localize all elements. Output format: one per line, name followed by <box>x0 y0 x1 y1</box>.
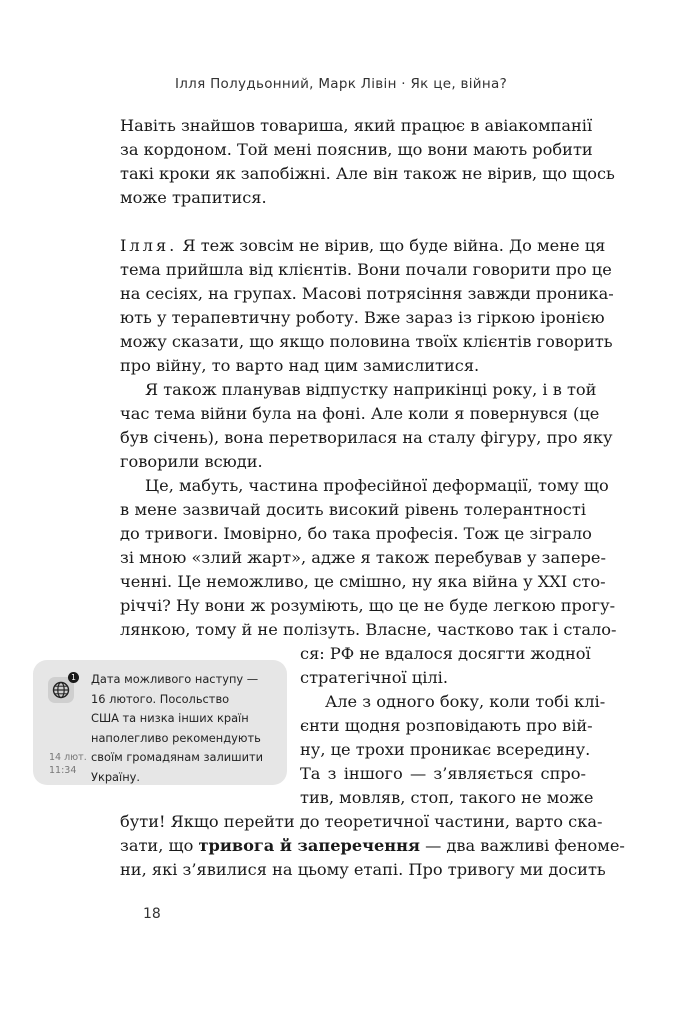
note-date: 14 лют. <box>49 752 87 763</box>
body-line: Та з іншого — з’являється спро- <box>300 764 586 783</box>
body-line: стратегічної цілі. <box>300 668 448 687</box>
note-timestamp <box>49 751 87 777</box>
body-line: річчі? Ну вони ж розуміють, що це не буде легкою прогу- <box>120 596 616 615</box>
body-line: може трапитися. <box>120 188 267 207</box>
body-line: Але з одного боку, коли тобі клі- <box>325 692 606 711</box>
body-line: ся: РФ не вдалося досягти жодної <box>300 644 591 663</box>
note-text-line: Дата можливого наступу — <box>91 672 259 686</box>
note-text-line: Україну. <box>91 769 141 784</box>
body-line: тема прийшла від клієнтів. Вони почали говорити про це <box>120 260 612 279</box>
body-line: лянкою, тому й не полізуть. Власне, частково так і стало- <box>120 620 617 639</box>
body-line: тив, мовляв, стоп, такого не може <box>300 788 594 807</box>
body-line: ни, які з’явилися на цьому етапі. Про тривогу ми досить <box>120 860 606 879</box>
notification-badge: 1 <box>68 672 79 683</box>
body-line: ченні. Це неможливо, це смішно, ну яка війна у XXI сто- <box>120 572 606 591</box>
body-line: до тривоги. Імовірно, бо така професія. Тож це зіграло <box>120 524 592 543</box>
body-line: зі мною «злий жарт», адже я також перебував у запере- <box>120 548 606 567</box>
body-line-text: — два важливі феноме- <box>419 836 625 855</box>
sidebar-news-note <box>33 660 287 785</box>
body-line: в мене зазвичай досить високий рівень толерантності <box>120 500 586 519</box>
body-line: Це, мабуть, частина професійної деформації, тому що <box>145 476 609 495</box>
note-text-line: США та низка інших країн <box>91 711 249 725</box>
body-line: ну, це трохи проникає всередину. <box>300 740 591 759</box>
body-line: час тема війни була на фоні. Але коли я повернувся (це <box>120 404 600 423</box>
body-line <box>120 834 625 858</box>
emphasized-term: тривога й заперечення <box>198 836 420 855</box>
body-line: єнти щодня розповідають про вій- <box>300 716 593 735</box>
body-line: був січень), вона перетворилася на сталу фігуру, про яку <box>120 428 613 447</box>
body-line: такі кроки як запобіжні. Але він також не вірив, що щось <box>120 164 615 183</box>
note-time: 11:34 <box>49 765 77 776</box>
body-line: за кордоном. Той мені пояснив, що вони мають робити <box>120 140 593 159</box>
note-text-line: своїм громадянам залишити <box>91 750 264 764</box>
body-line: про війну, то варто над цим замислитися. <box>120 356 480 375</box>
body-line: ють у терапевтичну роботу. Вже зараз із гіркою іронією <box>120 308 605 327</box>
body-line: на сесіях, на групах. Масові потрясіння завжди проника- <box>120 284 614 303</box>
body-line: говорили всюди. <box>120 452 263 471</box>
note-text-line: наполегливо рекомендують <box>91 730 261 745</box>
body-line: Навіть знайшов товариша, який працює в авіакомпанії <box>120 116 593 135</box>
body-line-text: Я теж зовсім не вірив, що буде війна. До мене ця <box>182 236 606 255</box>
body-line <box>120 234 606 258</box>
page-number: 18 <box>143 906 161 922</box>
body-line-text: зати, що <box>120 836 199 855</box>
speaker-name: Ілля. <box>120 236 178 255</box>
running-header: Ілля Полудьонний, Марк Лівін · Як це, війна? <box>174 76 508 92</box>
body-line: можу сказати, що якщо половина твоїх клієнтів говорить <box>120 332 613 351</box>
note-text <box>91 670 281 787</box>
body-line: Я також планував відпустку наприкінці року, і в той <box>145 380 597 399</box>
note-text-line: 16 лютого. Посольство <box>91 691 230 706</box>
body-line: бути! Якщо перейти до теоретичної частини, варто ска- <box>120 812 603 831</box>
